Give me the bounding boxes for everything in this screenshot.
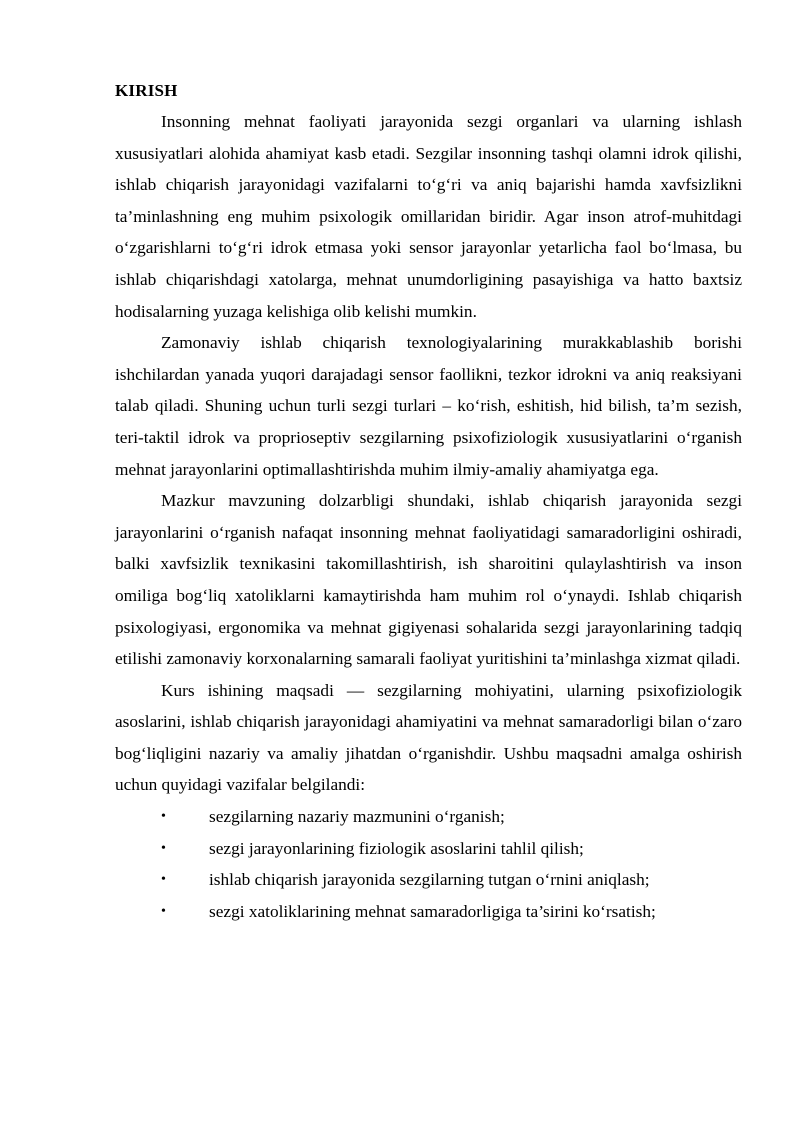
paragraph-relevance: Mazkur mavzuning dolzarbligi shundaki, ishlab chiqarish jarayonida sezgi jarayonlarini o‘rganish nafaqat insonning mehnat faoliyatidagi samaradorligini oshiradi, balki xavfsizlik texnikasini takomillashtirish, ish sharoitini qulaylashtirish va inson omiliga bog‘liq xatoliklarni kamaytirishda ham muhim rol o‘ynaydi. Ishlab chiqarish psixologiyasi, ergonomika va mehnat gigiyenasi sohalarida sezgi jarayonlarining tadqiq etilishi zamonaviy korxonalarning samarali faoliyat yuritishini ta’minlashga xizmat qiladi. — [115, 491, 742, 669]
list-item-text: sezgi jarayonlarining fiziologik asoslarini tahlil qilish; — [209, 838, 584, 858]
list-item — [115, 864, 742, 896]
list-item — [115, 833, 742, 865]
task-list — [115, 801, 742, 927]
list-item-text: sezgilarning nazariy mazmunini o‘rganish; — [209, 807, 505, 827]
bullet-icon: • — [161, 840, 166, 856]
list-item — [115, 801, 742, 833]
paragraph-course-goal: Kurs ishining maqsadi — sezgilarning mohiyatini, ularning psixofiziologik asoslarini, ishlab chiqarish jarayonidagi ahamiyatini va mehnat samaradorligi bilan o‘zaro bog‘liqligini nazariy va amaliy jihatdan o‘rganishdir. Ushbu maqsadni amalga oshirish uchun quyidagi vazifalar belgilandi: — [115, 680, 742, 795]
list-item-text: sezgi xatoliklarining mehnat samaradorligiga ta’sirini ko‘rsatish; — [209, 901, 656, 921]
bullet-icon: • — [161, 903, 166, 919]
paragraph-introduction: Insonning mehnat faoliyati jarayonida sezgi organlari va ularning ishlash xususiyatlari alohida ahamiyat kasb etadi. Sezgilar insonning tashqi olamni idrok qilishi, ishlab chiqarish jarayonidagi vazifalarni to‘g‘ri va aniq bajarishi hamda xavfsizlikni ta’minlashning eng muhim psixologik omillaridan biridir. Agar inson atrof-muhitdagi o‘zgarishlarni to‘g‘ri idrok etmasa yoki sensor jarayonlar yetarlicha faol bo‘lmasa, bu ishlab chiqarishdagi xatolarga, mehnat unumdorligining pasayishiga va hatto baxtsiz hodisalarning yuzaga kelishiga olib kelishi mumkin. — [115, 112, 742, 321]
section-heading: KIRISH — [115, 81, 178, 100]
bullet-icon: • — [161, 872, 166, 888]
bullet-icon: • — [161, 809, 166, 825]
paragraph-modern-technologies: Zamonaviy ishlab chiqarish texnologiyalarining murakkablashib borishi ishchilardan yanada yuqori darajadagi sensor faollikni, tezkor idrokni va aniq reaksiyani talab qiladi. Shuning uchun turli sezgi turlari – ko‘rish, eshitish, hid bilish, ta’m sezish, teri-taktil idrok va proprioseptiv sezgilarning psixofiziologik xususiyatlarini o‘rganish mehnat jarayonlarini optimallashtirishda muhim ilmiy-amaliy ahamiyatga ega. — [115, 333, 742, 479]
list-item — [115, 896, 742, 928]
list-item-text: ishlab chiqarish jarayonida sezgilarning tutgan o‘rnini aniqlash; — [209, 870, 650, 890]
